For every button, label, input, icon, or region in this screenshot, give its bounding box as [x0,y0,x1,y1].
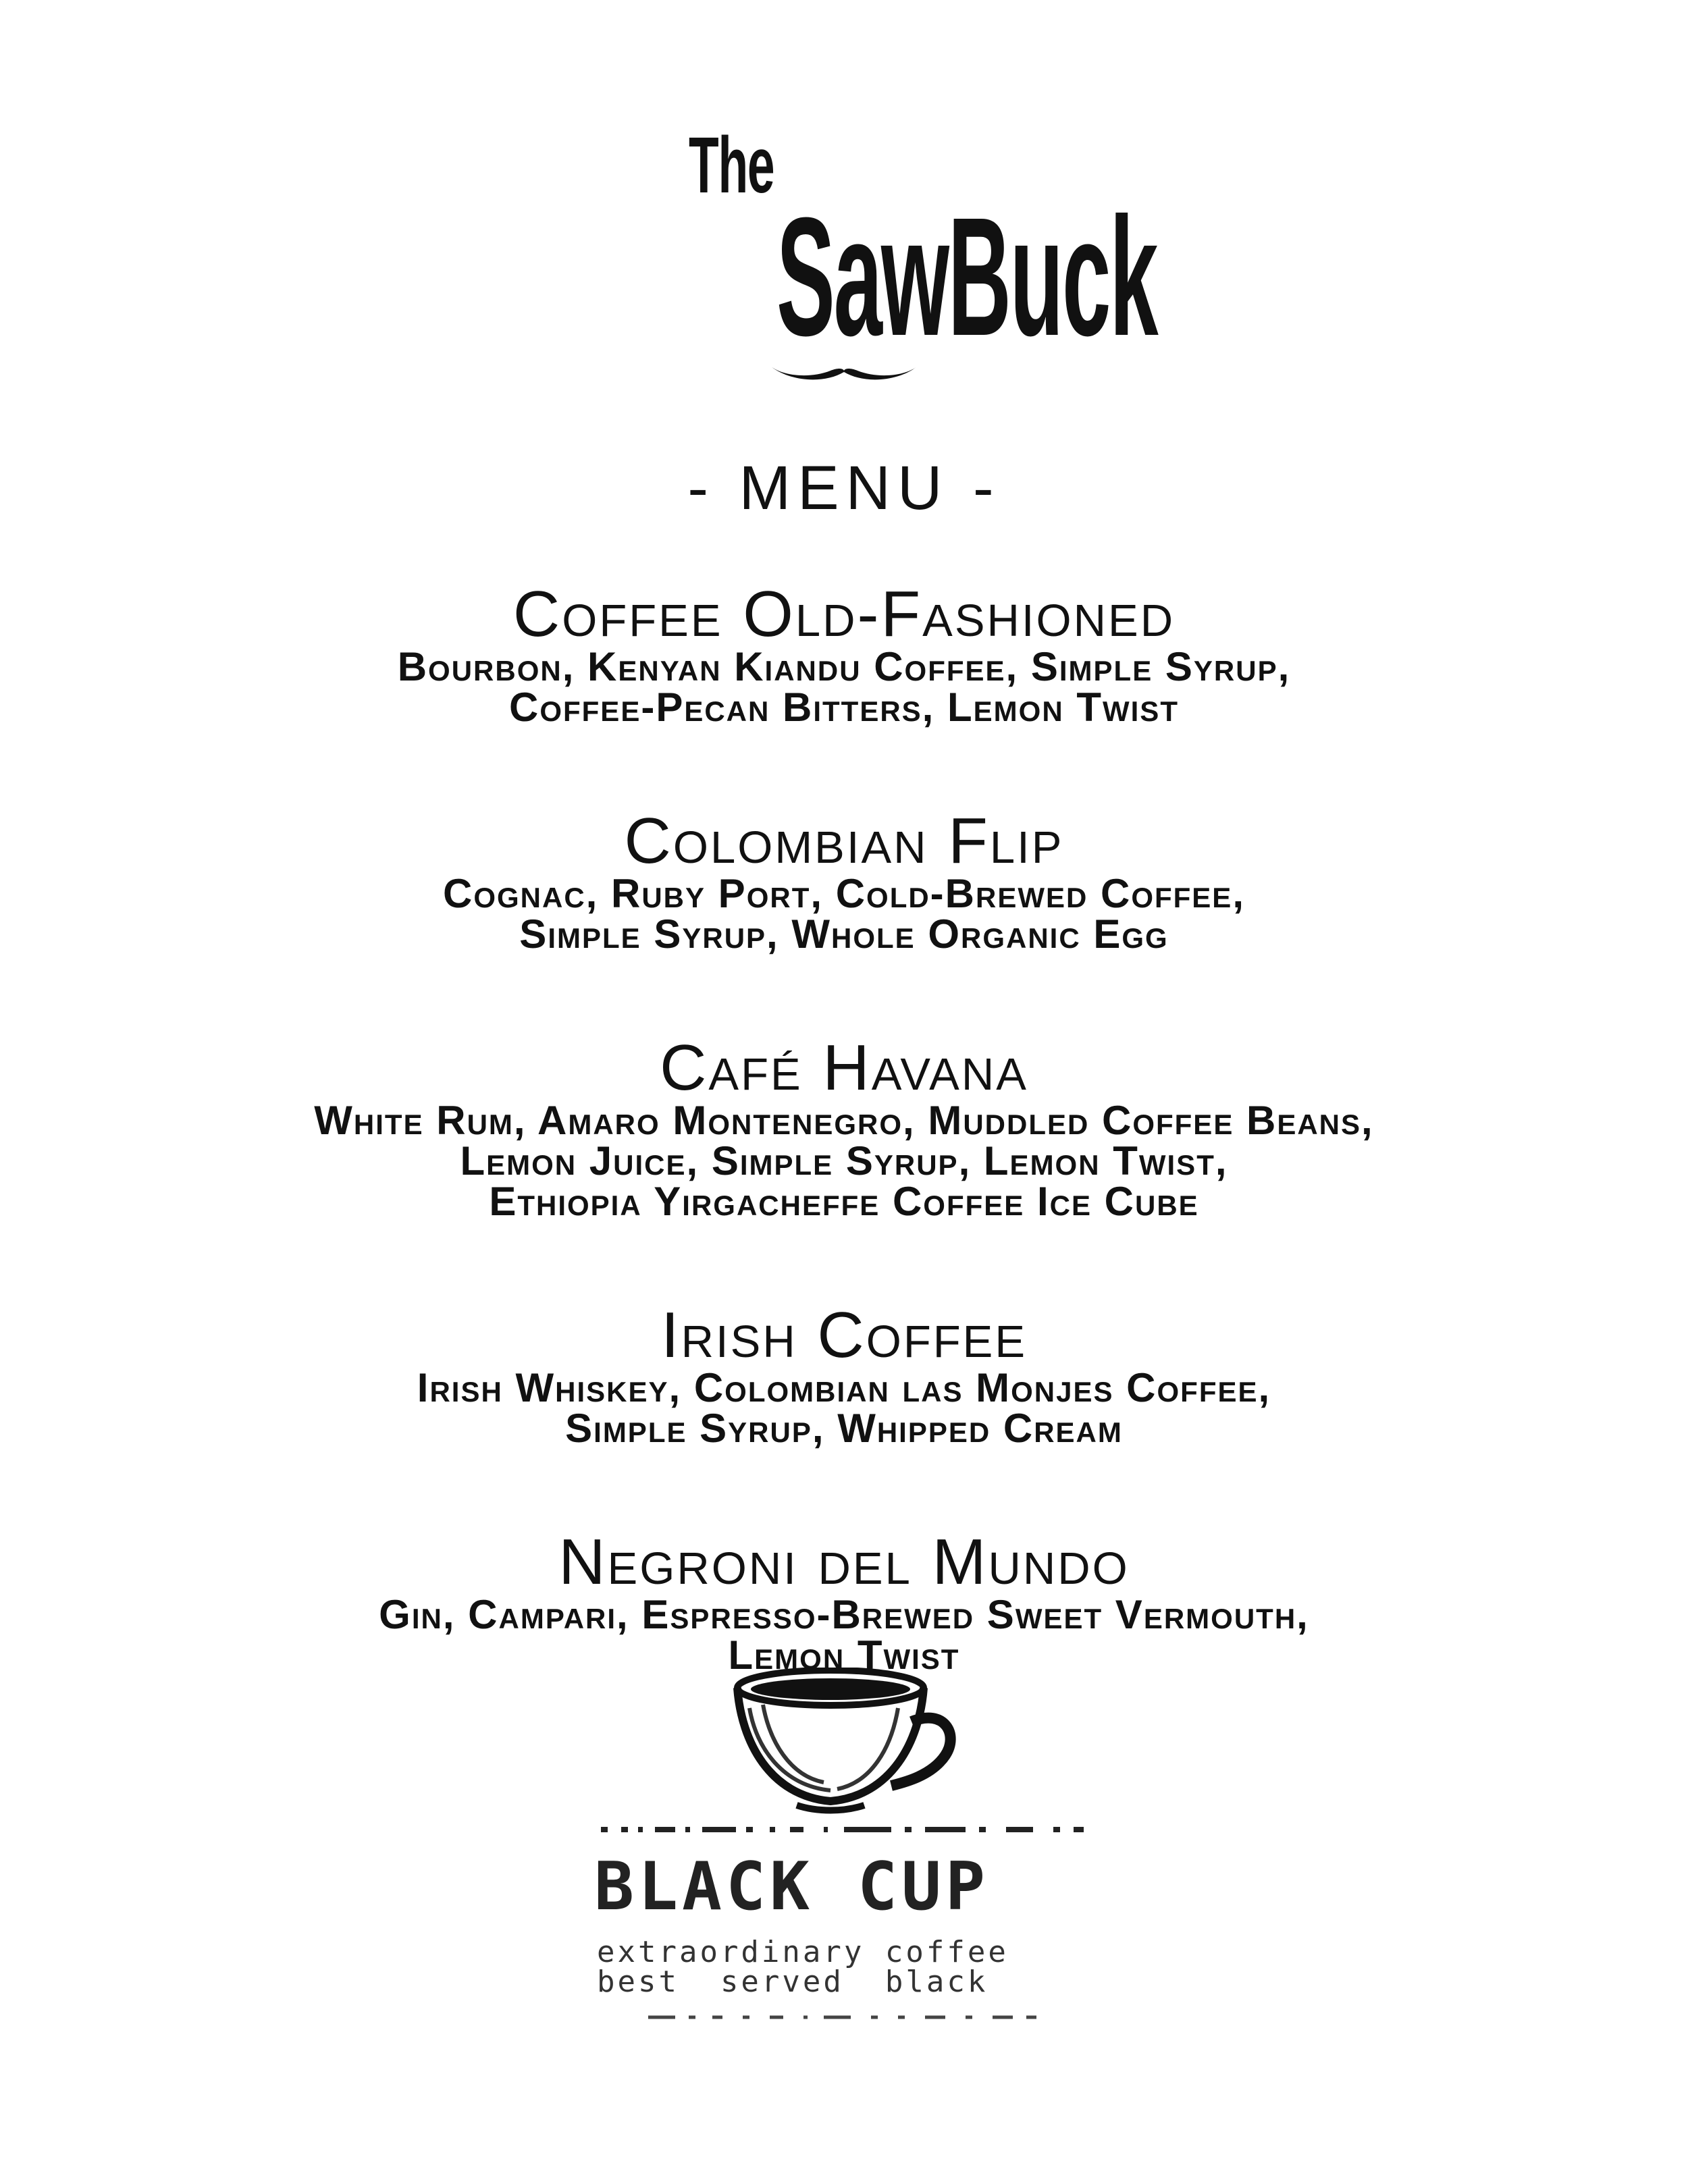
black-cup-tagline-2: best served black [597,1965,988,1999]
menu-title: - MENU - [687,454,1001,523]
item-spacer [0,1222,1688,1303]
item-spacer [0,955,1688,1036]
menu-item-ingredients: Bourbon, Kenyan Kiandu Coffee, Simple Syrup, [397,644,1291,689]
menu-item [0,805,1688,957]
menu-item-name: Coffee Old-Fashioned [512,578,1176,650]
dotted-line-decoration [648,2013,1040,2021]
menu-item-name: Irish Coffee [660,1299,1028,1371]
menu-item-ingredients: Simple Syrup, Whole Organic Egg [519,911,1169,957]
menu-item-ingredients: Lemon Twist [728,1632,960,1678]
menu-item-ingredients: Simple Syrup, Whipped Cream [565,1406,1123,1451]
menu-item-ingredients: Ethiopia Yirgacheffe Coffee Ice Cube [489,1179,1199,1224]
item-spacer [0,728,1688,809]
menu-item-ingredients: Gin, Campari, Espresso-Brewed Sweet Vermouth, [379,1592,1309,1637]
black-cup-logo [594,1823,1094,2025]
menu-items [0,578,1688,1678]
logo-the-text: The [689,121,774,210]
menu-item-ingredients: Coffee-Pecan Bitters, Lemon Twist [509,685,1179,730]
menu-item-ingredients: Lemon Juice, Simple Syrup, Lemon Twist, [460,1138,1228,1183]
logo-brand-word: SawBuck [776,182,1157,371]
menu-item [0,1526,1688,1678]
black-cup-tagline-1: extraordinary coffee [597,1935,1009,1969]
menu-item-ingredients: Irish Whiskey, Colombian las Monjes Coffee, [417,1365,1271,1410]
menu-item-name: Café Havana [660,1032,1028,1104]
menu-item-ingredients: Cognac, Ruby Port, Cold-Brewed Coffee, [443,871,1245,916]
black-cup-title: BLACK CUP [594,1848,990,1925]
sawbuck-logo [601,121,1157,405]
dashed-line-decoration [601,1823,1087,1836]
item-spacer [0,1449,1688,1530]
menu-item-ingredients: White Rum, Amaro Montenegro, Muddled Coffee Beans, [314,1098,1374,1143]
menu-item-name: Negroni del Mundo [558,1526,1130,1598]
menu-item [0,1032,1688,1224]
coffee-cup-icon [729,1668,959,1816]
menu-item [0,578,1688,730]
menu-item [0,1299,1688,1451]
menu-item-name: Colombian Flip [624,805,1064,877]
mustache-icon [770,361,918,388]
logo-brand-text [601,182,1157,371]
